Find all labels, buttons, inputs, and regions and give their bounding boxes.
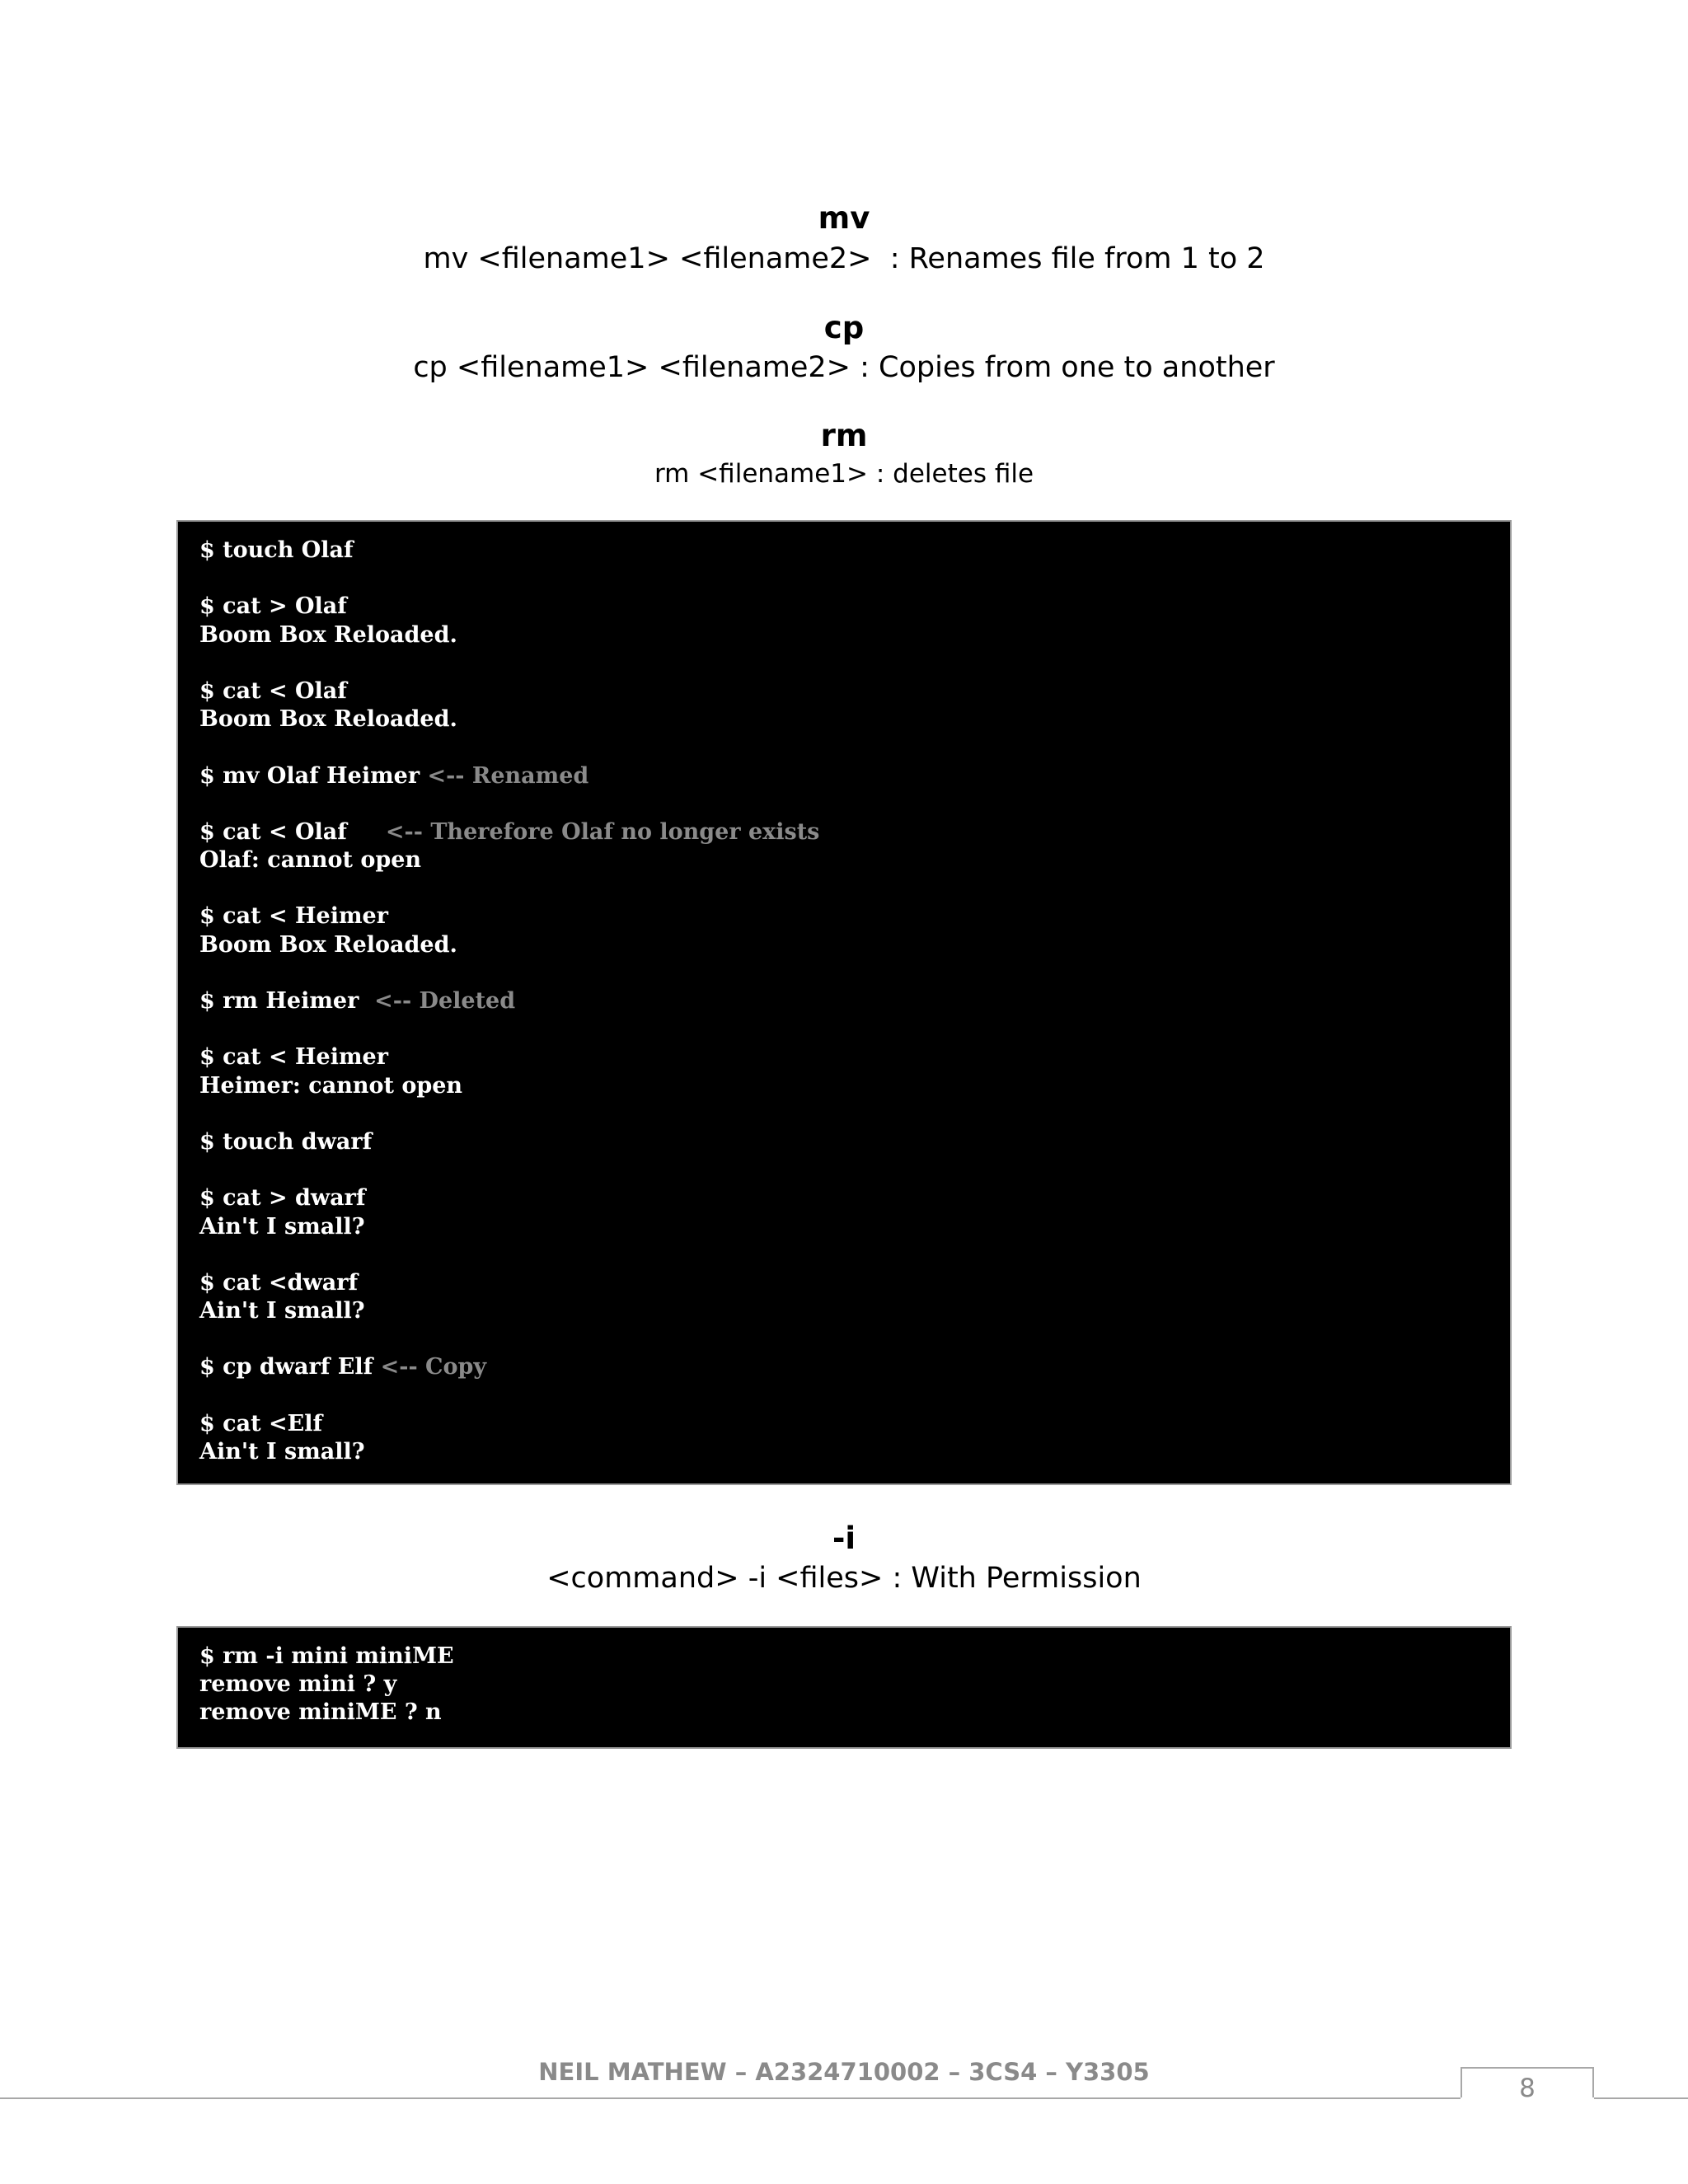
terminal-line <box>199 1410 1489 1438</box>
terminal-line <box>199 1043 1489 1071</box>
terminal-line-text: $ cp dwarf Elf <box>199 1354 381 1380</box>
terminal-line <box>199 1015 1489 1043</box>
interactive-flag-heading: -i <box>832 1521 856 1556</box>
terminal-line <box>199 931 1489 959</box>
terminal-line-text: Boom Box Reloaded. <box>199 931 457 958</box>
terminal-line-text: Heimer: cannot open <box>199 1072 463 1099</box>
terminal-line <box>199 846 1489 874</box>
terminal-line-text: Ain't I small? <box>199 1298 365 1324</box>
terminal-line <box>199 537 1489 565</box>
terminal-line <box>199 1128 1489 1156</box>
terminal-line <box>199 818 1489 846</box>
terminal-line-text: $ rm -i mini miniME <box>199 1643 454 1669</box>
terminal-line-text: Ain't I small? <box>199 1213 365 1240</box>
page-number: 8 <box>1519 2074 1536 2103</box>
terminal-line <box>199 1699 1489 1727</box>
terminal-line-text: $ mv Olaf Heimer <box>199 762 428 789</box>
terminal-line-text: Boom Box Reloaded. <box>199 621 457 648</box>
terminal-output-file-commands <box>176 520 1512 1485</box>
terminal-line <box>199 874 1489 902</box>
terminal-line <box>199 790 1489 818</box>
interactive-flag-description: <command> -i <files> : With Permission <box>546 1562 1142 1595</box>
terminal-line <box>199 1353 1489 1381</box>
terminal-line <box>199 565 1489 593</box>
terminal-line <box>199 987 1489 1015</box>
terminal-line-text: $ cat > Olaf <box>199 593 347 620</box>
terminal-line <box>199 902 1489 930</box>
terminal-line-text: $ touch Olaf <box>199 537 354 563</box>
terminal-line-text: $ rm Heimer <box>199 988 375 1014</box>
terminal-line <box>199 677 1489 705</box>
terminal-line-text: Boom Box Reloaded. <box>199 706 457 733</box>
terminal-line-text: $ cat < Heimer <box>199 903 388 930</box>
terminal-line <box>199 1156 1489 1184</box>
terminal-line <box>199 959 1489 987</box>
footer-rule-left <box>0 2097 1461 2099</box>
footer-author-line: NEIL MATHEW – A2324710002 – 3CS4 – Y3305 <box>538 2058 1150 2086</box>
terminal-line-text: Ain't I small? <box>199 1439 365 1465</box>
terminal-line-text: $ cat < Olaf <box>199 677 347 704</box>
terminal-line <box>199 1643 1489 1671</box>
terminal-line <box>199 649 1489 677</box>
terminal-line <box>199 593 1489 621</box>
terminal-line-text: $ cat < Heimer <box>199 1044 388 1071</box>
terminal-output-interactive-rm <box>176 1626 1512 1749</box>
terminal-line <box>199 1382 1489 1410</box>
terminal-line-comment: <-- Renamed <box>427 762 589 789</box>
terminal-line-text: $ cat > dwarf <box>199 1185 366 1212</box>
terminal-line-comment: <-- Copy <box>380 1354 487 1380</box>
terminal-line <box>199 1241 1489 1269</box>
mv-description: mv <filename1> <filename2> : Renames file from 1 to 2 <box>423 242 1265 275</box>
terminal-line-text: $ cat <Elf <box>199 1410 323 1436</box>
mv-heading: mv <box>818 200 870 236</box>
terminal-line <box>199 1438 1489 1466</box>
terminal-line-text: $ touch dwarf <box>199 1128 373 1155</box>
terminal-line-comment: <-- Therefore Olaf no longer exists <box>385 818 820 845</box>
terminal-line <box>199 1072 1489 1100</box>
terminal-line-text: remove miniME ? n <box>199 1699 442 1726</box>
terminal-line <box>199 1184 1489 1212</box>
terminal-line <box>199 762 1489 790</box>
terminal-line <box>199 621 1489 649</box>
rm-heading: rm <box>820 418 868 453</box>
terminal-line-text: $ cat <dwarf <box>199 1269 359 1296</box>
terminal-line <box>199 1100 1489 1128</box>
terminal-line-text: remove mini ? y <box>199 1671 397 1698</box>
cp-description: cp <filename1> <filename2> : Copies from one to another <box>413 351 1275 384</box>
terminal-line <box>199 733 1489 762</box>
terminal-line <box>199 1297 1489 1325</box>
terminal-line-text: $ cat < Olaf <box>199 818 386 845</box>
terminal-line <box>199 1213 1489 1241</box>
terminal-line <box>199 1671 1489 1699</box>
rm-description: rm <filename1> : deletes file <box>654 459 1034 489</box>
terminal-line-text: Olaf: cannot open <box>199 847 422 874</box>
cp-heading: cp <box>823 310 865 345</box>
terminal-line <box>199 1269 1489 1297</box>
terminal-line <box>199 705 1489 733</box>
terminal-line <box>199 1325 1489 1353</box>
terminal-line-comment: <-- Deleted <box>374 988 516 1014</box>
footer-rule-right <box>1594 2097 1688 2099</box>
